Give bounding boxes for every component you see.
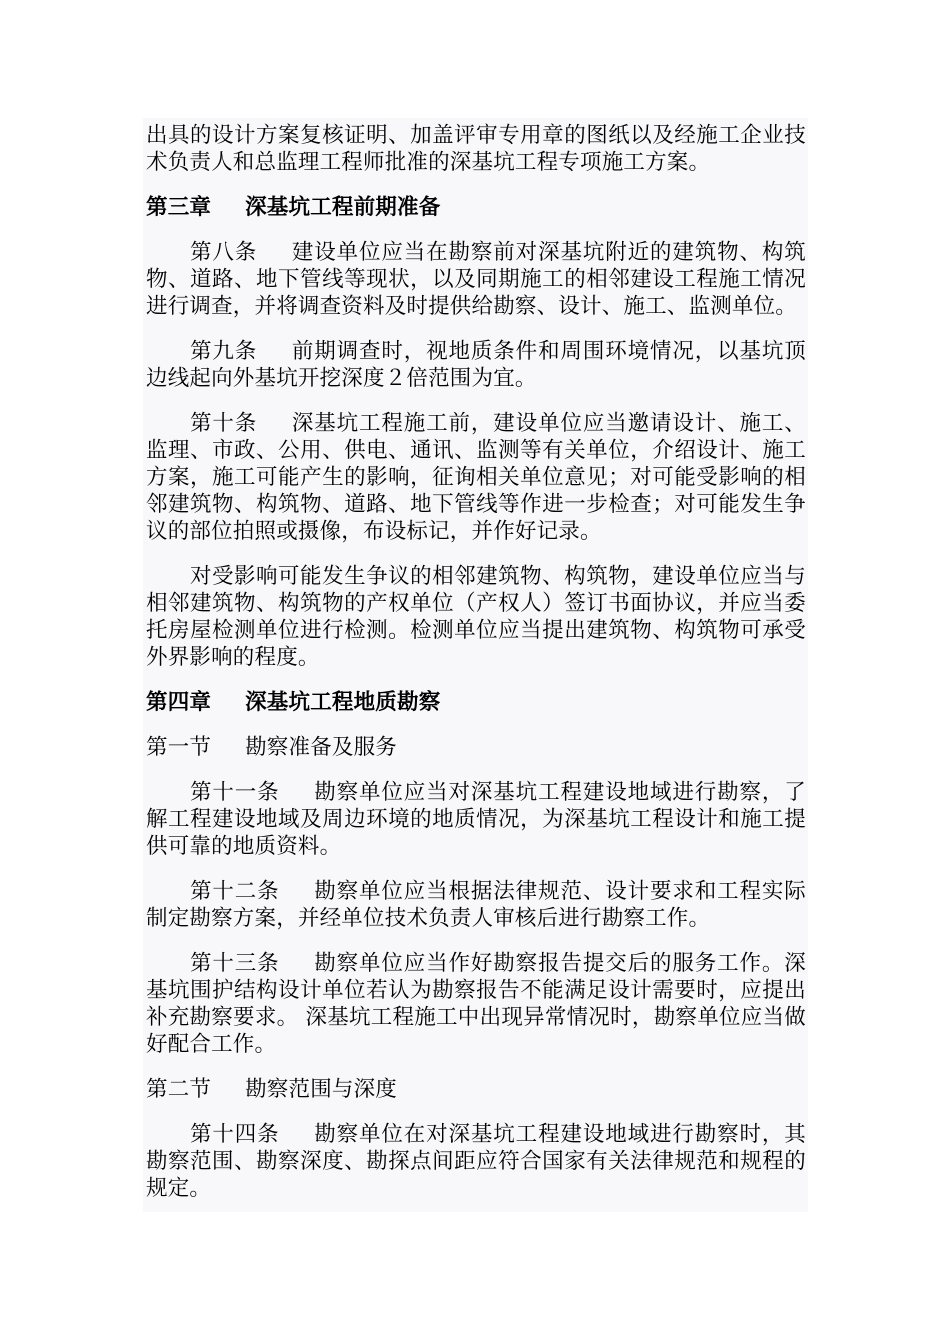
chapter-title: 深基坑工程前期准备: [245, 195, 441, 220]
paragraph-continuation: 出具的设计方案复核证明、加盖评审专用章的图纸以及经施工企业技术负责人和总监理工程师批准的深基坑工程专项施工方案。: [146, 123, 806, 175]
article-text: 前期调查时，视地质条件和周围环境情况，以基坑顶边线起向外基坑开挖深度２倍范围为宜。: [146, 339, 806, 391]
document-body: [146, 122, 806, 1220]
section-heading-1: [146, 734, 806, 761]
article-label: 第十条: [190, 411, 258, 436]
article-10: [146, 410, 806, 545]
section-title: 勘察范围与深度: [245, 1077, 398, 1102]
article-label: 第九条: [190, 339, 258, 364]
article-text: 深基坑工程施工前，建设单位应当邀请设计、施工、监理、市政、公用、供电、通讯、监测等有关单位，介绍设计、施工方案，施工可能产生的影响，征询相关单位意见；对可能受影响的相邻建筑物、构筑物、道路、地下管线等作进一步检查；对可能发生争议的部位拍照或摄像，布设标记，并作好记录。: [146, 411, 806, 544]
article-12: [146, 878, 806, 932]
article-text: 勘察单位应当作好勘察报告提交后的服务工作。深基坑围护结构设计单位若认为勘察报告不能满足设计需要时，应提出补充勘察要求。 深基坑工程施工中出现异常情况时，勘察单位应当做好配合工作。: [146, 951, 806, 1057]
chapter-heading-4: [146, 689, 806, 716]
article-label: 第十四条: [190, 1122, 280, 1147]
article-label: 第十一条: [190, 780, 280, 805]
chapter-heading-3: [146, 194, 806, 221]
article-text: 勘察单位应当根据法律规范、设计要求和工程实际制定勘察方案，并经单位技术负责人审核后进行勘察工作。: [146, 879, 806, 931]
article-11: [146, 779, 806, 860]
section-heading-2: [146, 1076, 806, 1103]
article-text: 勘察单位应当对深基坑工程建设地域进行勘察，了解工程建设地域及周边环境的地质情况，为深基坑工程设计和施工提供可靠的地质资料。: [146, 780, 806, 859]
chapter-label: 第三章: [146, 195, 212, 220]
section-title: 勘察准备及服务: [245, 735, 398, 760]
chapter-title: 深基坑工程地质勘察: [245, 690, 441, 715]
article-label: 第八条: [190, 240, 258, 265]
article-8: [146, 239, 806, 320]
article-10-continuation: 对受影响可能发生争议的相邻建筑物、构筑物，建设单位应当与相邻建筑物、构筑物的产权单位（产权人）签订书面协议，并应当委托房屋检测单位进行检测。检测单位应当提出建筑物、构筑物可承受外界影响的程度。: [146, 564, 806, 670]
section-label: 第二节: [146, 1077, 212, 1102]
article-label: 第十二条: [190, 879, 280, 904]
article-9: [146, 338, 806, 392]
article-13: [146, 950, 806, 1058]
article-text: 建设单位应当在勘察前对深基坑附近的建筑物、构筑物、道路、地下管线等现状，以及同期施工的相邻建设工程施工情况进行调查，并将调查资料及时提供给勘察、设计、施工、监测单位。: [146, 240, 806, 319]
article-14: [146, 1121, 806, 1202]
chapter-label: 第四章: [146, 690, 212, 715]
article-text: 勘察单位在对深基坑工程建设地域进行勘察时，其勘察范围、勘察深度、勘探点间距应符合国家有关法律规范和规程的规定。: [146, 1122, 806, 1201]
article-label: 第十三条: [190, 951, 280, 976]
section-label: 第一节: [146, 735, 212, 760]
